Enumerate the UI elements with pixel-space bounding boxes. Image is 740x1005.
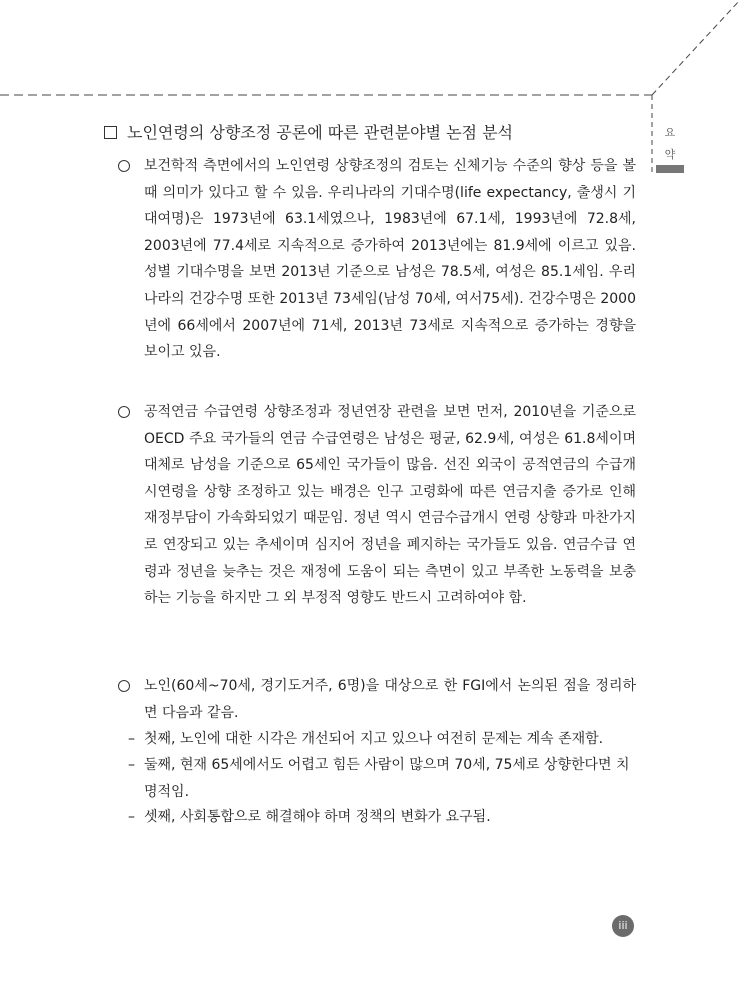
list-item-text: 첫째, 노인에 대한 시각은 개선되어 지고 있으나 여전히 문제는 계속 존재함.	[144, 731, 604, 747]
paragraph-text: 노인(60세~70세, 경기도거주, 6명)을 대상으로 한 FGI에서 논의된 점을 정리하면 다음과 같음.	[144, 678, 636, 721]
paragraph-health	[118, 153, 636, 366]
side-tab	[656, 122, 684, 166]
circle-bullet-icon	[118, 406, 130, 418]
side-tab-char: 요	[664, 126, 676, 139]
paragraph-text: 공적연금 수급연령 상향조정과 정년연장 관련을 보면 먼저, 2010년을 기준으로 OECD 주요 국가들의 연금 수급연령은 남성은 평균, 62.9세, 여성은 61.8세이며 대체로 남성을 기준으로 65세인 국가들이 많음. 선진 외국이 공적연금의 수급개시연령을 상향 조정하고 있는 배경은 인구 고령화에 따른 연금지출 증가로 인해 재정부담이 가속화되었기 때문임. 정년 역시 연금수급개시 연령 상향과 마찬가지로 연장되고 있는 추세이며 심지어 정년을 폐지하는 국가들도 있음. 연금수급 연령과 정년을 늦추는 것은 재정에 도움이 되는 측면이 있고 부족한 노동력을 보충하는 기능을 하지만 그 외 부정적 영향도 반드시 고려하여야 함.	[144, 404, 636, 607]
checkbox-bullet-icon	[104, 126, 117, 139]
list-item	[128, 726, 638, 753]
list-item-text: 둘째, 현재 65세에서도 어렵고 힘든 사람이 많으며 70세, 75세로 상향한다면 치명적임.	[144, 757, 630, 800]
section-heading-text: 노인연령의 상향조정 공론에 따른 관련분야별 논점 분석	[127, 123, 514, 142]
dash-bullet: –	[128, 809, 135, 825]
page-number: iii	[612, 915, 634, 937]
dash-bullet: –	[128, 757, 135, 773]
side-tab-char: 약	[664, 148, 676, 161]
list-item-text: 셋째, 사회통합으로 해결해야 하며 정책의 변화가 요구됨.	[144, 809, 491, 825]
paragraph-text: 보건학적 측면에서의 노인연령 상향조정의 검토는 신체기능 수준의 향상 등을 볼 때 의미가 있다고 할 수 있음. 우리나라의 기대수명(life expectancy, 출생시 기대여명)은 1973년에 63.1세였으나, 1983년에 67.1세, 1993년에 72.8세, 2003년에 77.4세로 지속적으로 증가하여 2013년에는 81.9세에 이르고 있음. 성별 기대수명을 보면 2013년 기준으로 남성은 78.5세, 여성은 85.1세임. 우리나라의 건강수명 또한 2013년 73세임(남성 70세, 여서75세). 건강수명은 2000년에 66세에서 2007년에 71세, 2013년 73세로 지속적으로 증가하는 경향을 보이고 있음.	[144, 158, 636, 361]
list-item	[128, 752, 638, 805]
section-heading	[104, 120, 644, 143]
circle-bullet-icon	[118, 680, 130, 692]
dash-bullet: –	[128, 731, 135, 747]
dashed-diagonal	[652, 0, 740, 95]
circle-bullet-icon	[118, 160, 130, 172]
paragraph-pension	[118, 399, 636, 612]
list-item	[128, 804, 638, 831]
paragraph-fgi	[118, 673, 636, 726]
side-tab-bar	[656, 165, 684, 173]
